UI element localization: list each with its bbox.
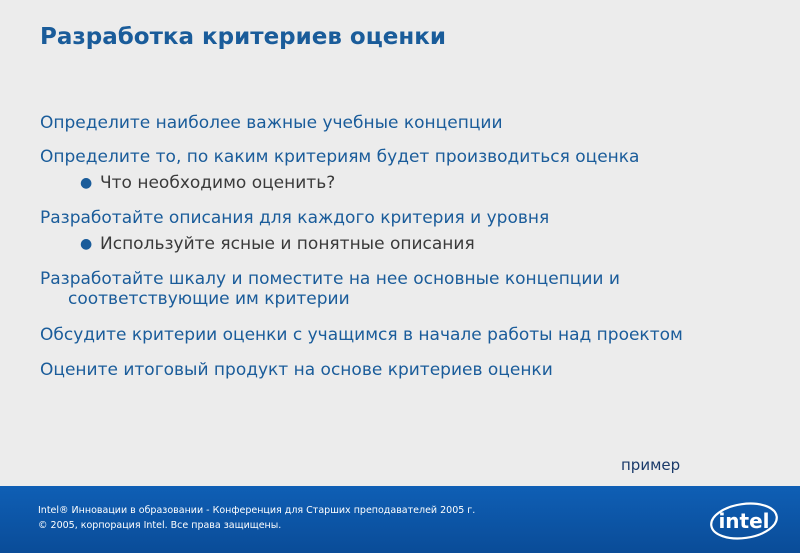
content-list <box>40 113 740 380</box>
bullet-icon: ● <box>80 175 93 191</box>
list-item <box>40 325 740 345</box>
list-item-text: Обсудите критерии оценки с учащимся в начале работы над проектом <box>40 325 683 345</box>
intel-logo <box>708 500 780 540</box>
sub-list-item <box>40 173 740 193</box>
list-item <box>40 208 740 228</box>
intel-logo-text: intel <box>718 509 770 533</box>
slide-title: Разработка критериев оценки <box>40 24 446 50</box>
list-item <box>40 113 740 133</box>
list-item <box>40 147 740 167</box>
list-item-text: Разработайте шкалу и поместите на нее основные концепции и <box>40 269 620 289</box>
sub-list-item <box>40 234 740 254</box>
list-item <box>40 269 740 309</box>
list-item-text: Определите то, по каким критериям будет производиться оценка <box>40 147 640 167</box>
list-item-text: Определите наиболее важные учебные концепции <box>40 113 503 133</box>
footer <box>0 486 800 553</box>
list-item-text-continuation: соответствующие им критерии <box>68 289 350 309</box>
sub-list-item-text: Используйте ясные и понятные описания <box>100 234 475 254</box>
sub-list-item-text: Что необходимо оценить? <box>100 173 336 193</box>
example-link[interactable]: пример <box>621 456 681 474</box>
bullet-icon: ● <box>80 236 93 252</box>
footer-text <box>38 503 475 533</box>
list-item-text: Разработайте описания для каждого критерия и уровня <box>40 208 550 228</box>
list-item-text: Оцените итоговый продукт на основе критериев оценки <box>40 360 553 380</box>
list-item <box>40 360 740 380</box>
footer-copyright-line: © 2005, корпорация Intel. Все права защищены. <box>38 520 282 531</box>
footer-conference-line: Intel® Инновации в образовании - Конференция для Старших преподавателей 2005 г. <box>38 505 476 516</box>
